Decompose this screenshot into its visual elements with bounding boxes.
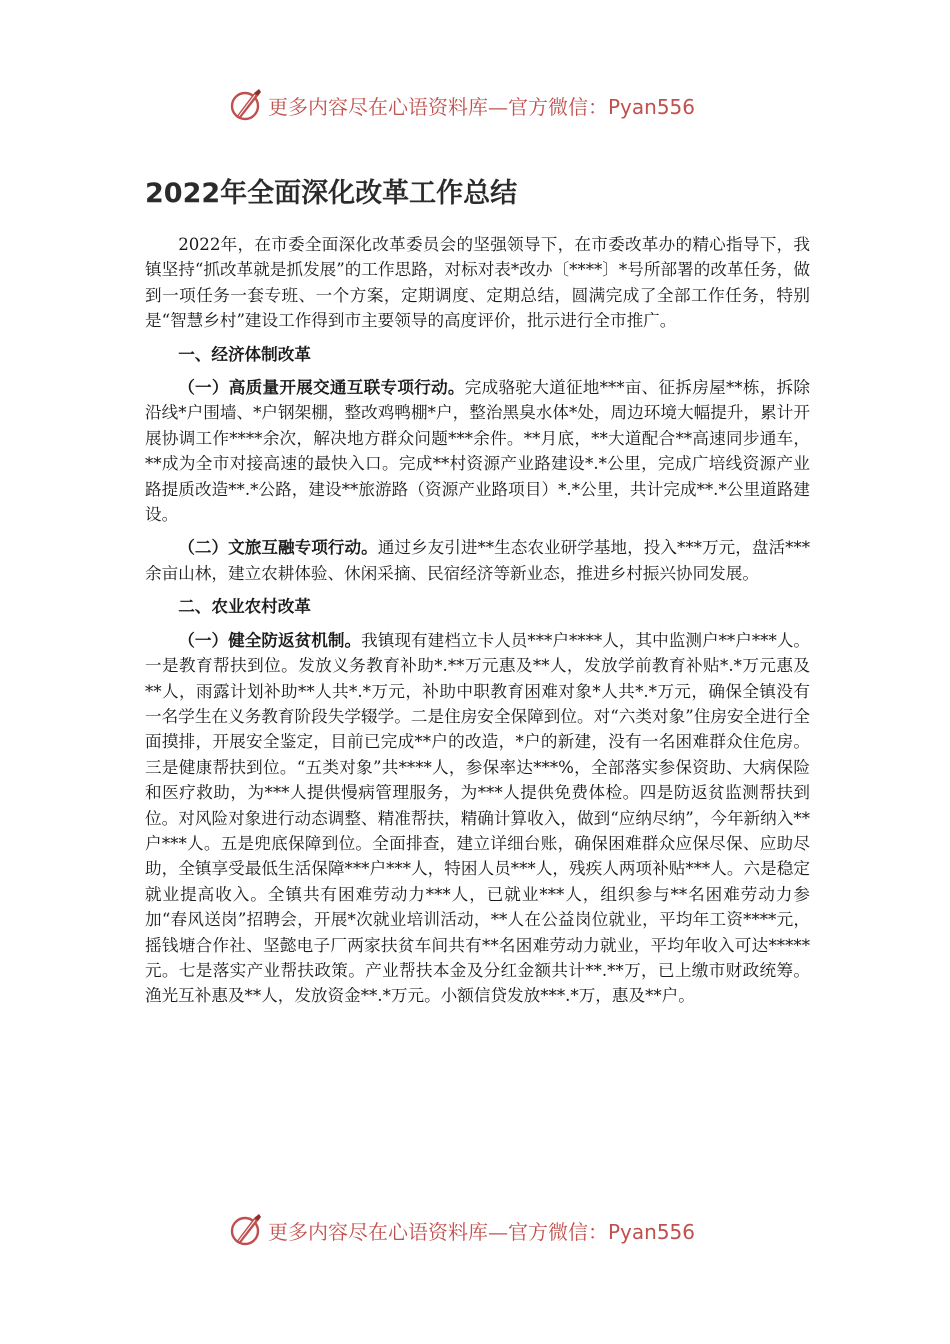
paragraph-lead: （一）健全防返贫机制。 bbox=[178, 629, 362, 650]
section-heading-economic-reform: 一、经济体制改革 bbox=[178, 343, 311, 364]
paragraph-lead: （一）高质量开展交通互联专项行动。 bbox=[178, 377, 465, 398]
watermark-text: 更多内容尽在心语资料库—官方微信：Pyan556 bbox=[268, 94, 696, 119]
paragraph-transport-action bbox=[145, 375, 810, 527]
pen-nib-circle-icon bbox=[228, 1212, 264, 1248]
document-title: 2022年全面深化改革工作总结 bbox=[145, 178, 518, 209]
paragraph-body: 通过乡友引进**生态农业研学基地，投入***万元，盘活***余亩山林，建立农耕体验、休闲采摘、民宿经济等新业态，推进乡村振兴协同发展。 bbox=[145, 538, 811, 583]
watermark-text: 更多内容尽在心语资料库—官方微信：Pyan556 bbox=[268, 1219, 696, 1244]
footer-watermark-banner bbox=[0, 1210, 950, 1250]
header-watermark-banner bbox=[0, 85, 950, 125]
paragraph-culture-tourism-action bbox=[145, 535, 810, 586]
paragraph-body: 完成骆驼大道征地***亩、征拆房屋**栋，拆除沿线*户围墙、*户钢架棚，整改鸡鸭棚*户，整治黑臭水体*处，周边环境大幅提升，累计开展协调工作****余次，解决地方群众问题***余件。**月底，**大道配合**高速同步通车，**成为全市对接高速的最快入口。完成**村资源产业路建设*.*公里，完成广培线资源产业路提质改造**.*公路，建设**旅游路（资源产业路项目）*.*公里，共计完成**.*公里道路建设。 bbox=[145, 378, 811, 525]
paragraph-poverty-prevention bbox=[145, 628, 810, 1009]
document-body bbox=[145, 172, 810, 1017]
pen-nib-circle-icon bbox=[228, 87, 264, 123]
paragraph-lead: （二）文旅互融专项行动。 bbox=[178, 537, 378, 558]
paragraph-body: 我镇现有建档立卡人员***户****人，其中监测户**户***人。一是教育帮扶到位。发放义务教育补助*.**万元惠及**人，发放学前教育补贴*.*万元惠及**人，雨露计划补助**人共*.*万元，补助中职教育困难对象*人共*.*万元，确保全镇没有一名学生在义务教育阶段失学辍学。二是住房安全保障到位。对“六类对象”住房安全进行全面摸排，开展安全鉴定，目前已完成**户的改造，*户的新建，没有一名困难群众住危房。三是健康帮扶到位。“五类对象”共****人，参保率达***%，全部落实参保资助、大病保险和医疗救助，为***人提供慢病管理服务，为***人提供免费体检。四是防返贫监测帮扶到位。对风险对象进行动态调整、精准帮扶，精确计算收入，做到“应纳尽纳”，今年新纳入**户***人。五是兜底保障到位。全面排查，建立详细台账，确保困难群众应保尽保、应助尽助，全镇享受最低生活保障***户***人，特困人员***人，残疾人两项补贴***人。六是稳定就业提高收入。全镇共有困难劳动力***人，已就业***人，组织参与**名困难劳动力参加“春风送岗”招聘会，开展*次就业培训活动，**人在公益岗位就业，平均年工资****元，摇钱塘合作社、坚懿电子厂两家扶贫车间共有**名困难劳动力就业，平均年收入可达*****元。七是落实产业帮扶政策。产业帮扶本金及分红金额共计**.**万，已上缴市财政统筹。渔光互补惠及**人，发放资金**.*万元。小额信贷发放***.*万，惠及**户。 bbox=[145, 630, 811, 1006]
section-heading-rural-reform: 二、农业农村改革 bbox=[178, 596, 311, 617]
intro-paragraph: 2022年，在市委全面深化改革委员会的坚强领导下，在市委改革办的精心指导下，我镇坚持“抓改革就是抓发展”的工作思路，对标对表*改办〔****〕*号所部署的改革任务，做到一项任务一套专班、一个方案，定期调度、定期总结，圆满完成了全部工作任务，特别是“智慧乡村”建设工作得到市主要领导的高度评价，批示进行全市推广。 bbox=[145, 235, 810, 331]
